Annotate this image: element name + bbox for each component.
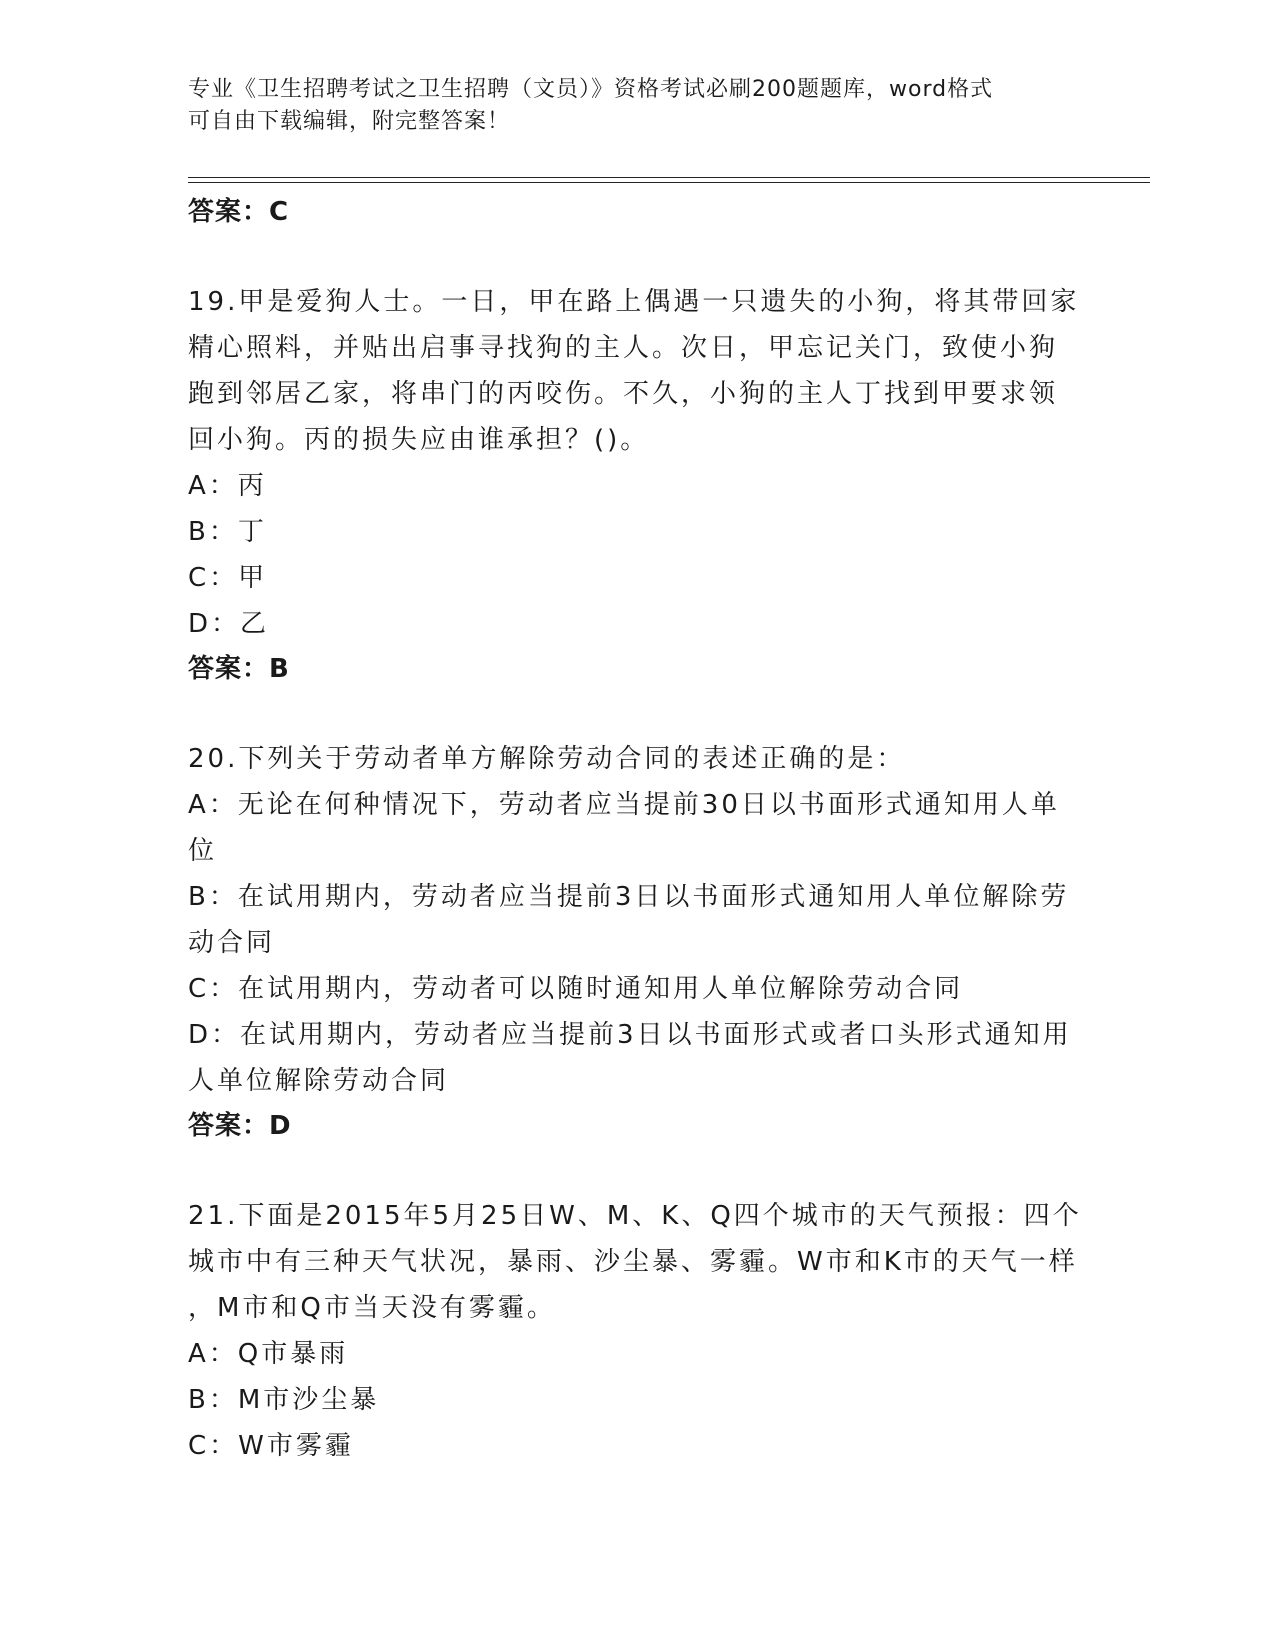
question-21 bbox=[188, 1193, 1088, 1469]
document-body bbox=[188, 190, 1088, 1469]
option-b-continued: 动合同 bbox=[188, 928, 276, 958]
option-c: C：在试用期内，劳动者可以随时通知用人单位解除劳动合同 bbox=[188, 974, 964, 1004]
question-20 bbox=[188, 736, 1088, 1148]
question-text-line: 20.下列关于劳动者单方解除劳动合同的表述正确的是： bbox=[188, 744, 906, 774]
question-text-line: 精心照料，并贴出启事寻找狗的主人。次日，甲忘记关门，致使小狗 bbox=[188, 333, 1059, 363]
option-d-continued: 人单位解除劳动合同 bbox=[188, 1066, 450, 1096]
question-text-line: 19.甲是爱狗人士。一日，甲在路上偶遇一只遗失的小狗，将其带回家 bbox=[188, 287, 1080, 317]
option-a: A：无论在何种情况下，劳动者应当提前30日以书面形式通知用人单 bbox=[188, 790, 1060, 820]
option-b: B：M市沙尘暴 bbox=[188, 1385, 380, 1415]
option-d: D：在试用期内，劳动者应当提前3日以书面形式或者口头形式通知用 bbox=[188, 1020, 1072, 1050]
question-text-line: 城市中有三种天气状况，暴雨、沙尘暴、雾霾。W市和K市的天气一样 bbox=[188, 1247, 1078, 1277]
spacer bbox=[188, 234, 1088, 279]
option-b: B：丁 bbox=[188, 517, 267, 547]
header-divider-bottom bbox=[188, 182, 1150, 183]
option-a-continued: 位 bbox=[188, 836, 218, 866]
question-19 bbox=[188, 279, 1088, 691]
document-header bbox=[188, 74, 1068, 138]
header-divider-top bbox=[188, 177, 1150, 178]
option-d: D：乙 bbox=[188, 609, 270, 639]
option-b: B：在试用期内，劳动者应当提前3日以书面形式通知用人单位解除劳 bbox=[188, 882, 1070, 912]
spacer bbox=[188, 691, 1088, 736]
option-c: C：W市雾霾 bbox=[188, 1431, 354, 1461]
answer: 答案：B bbox=[188, 654, 290, 684]
option-a: A：丙 bbox=[188, 471, 267, 501]
answer: 答案：D bbox=[188, 1111, 292, 1141]
question-text-line: 跑到邻居乙家，将串门的丙咬伤。不久，小狗的主人丁找到甲要求领 bbox=[188, 379, 1059, 409]
question-text-line: 回小狗。丙的损失应由谁承担？()。 bbox=[188, 425, 650, 455]
question-text-line: ，M市和Q市当天没有雾霾。 bbox=[188, 1293, 556, 1323]
question-text-line: 21.下面是2015年5月25日W、M、K、Q四个城市的天气预报：四个 bbox=[188, 1201, 1082, 1231]
spacer bbox=[188, 1148, 1088, 1193]
previous-answer: 答案：C bbox=[188, 197, 290, 227]
option-c: C：甲 bbox=[188, 563, 268, 593]
header-line-2: 可自由下载编辑，附完整答案！ bbox=[188, 109, 511, 134]
header-line-1: 专业《卫生招聘考试之卫生招聘（文员）》资格考试必刷200题题库，word格式 bbox=[188, 77, 994, 102]
option-a: A：Q市暴雨 bbox=[188, 1339, 349, 1369]
